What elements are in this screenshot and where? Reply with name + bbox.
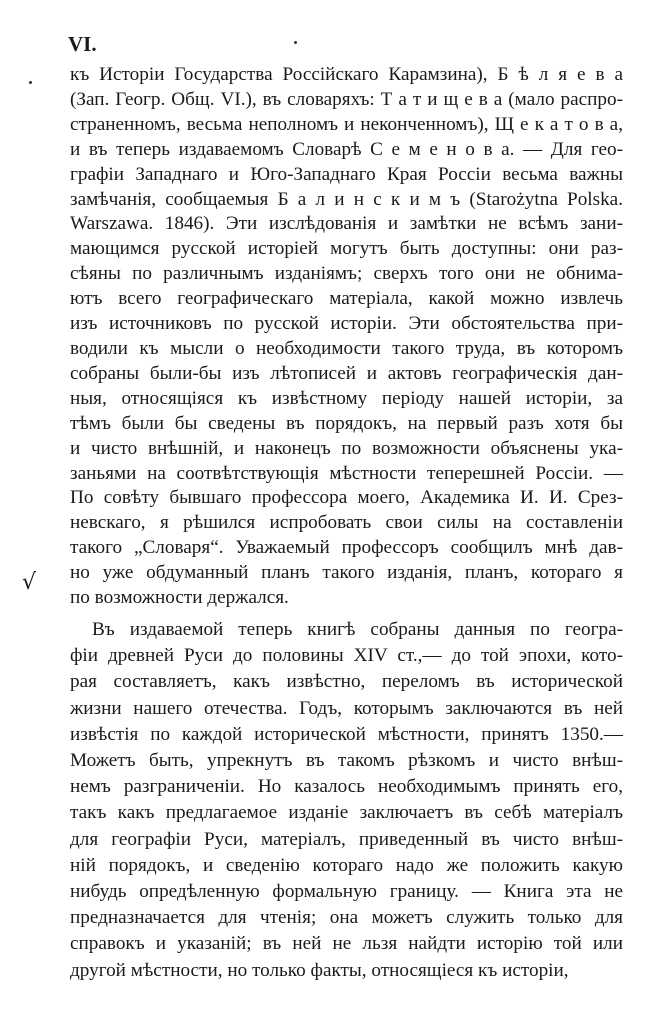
text-line: рая составляетъ, какъ извѣстно, переломъ въ исторической bbox=[70, 671, 623, 693]
paragraph-2 bbox=[70, 617, 623, 984]
text-line: нибудь опредѣленную формальную границу. — Книга эта не bbox=[70, 881, 623, 903]
text-line: ній порядокъ, и сведенію котораго надо же положить какую bbox=[70, 854, 623, 876]
text-line: (Зап. Геогр. Общ. VI.), въ словаряхъ: Т а т и щ е в а (мало распро- bbox=[70, 88, 623, 110]
text-line: другой мѣстности, но только факты, относящіеся къ исторіи, bbox=[70, 959, 569, 981]
text-line: мающимся русской исторіей могутъ быть доступны: они раз- bbox=[70, 238, 623, 260]
paragraph-1 bbox=[70, 63, 623, 611]
text-line: и въ теперь издаваемомъ Словарѣ С е м е н о в а. — Для гео- bbox=[70, 138, 623, 160]
text-line: невскаго, я рѣшился испробовать свои силы на составленіи bbox=[70, 512, 623, 534]
text-line: и чисто внѣшній, и наконецъ по возможности объяснены ука- bbox=[70, 437, 623, 459]
page-number: VI. bbox=[68, 32, 97, 56]
text-line: водили къ мысли о необходимости такого труда, въ которомъ bbox=[70, 337, 623, 359]
text-line: предназначается для чтенія; она можетъ служить только для bbox=[70, 907, 623, 929]
ink-speck bbox=[29, 81, 32, 84]
text-line: Warszawa. 1846). Эти изслѣдованія и замѣтки не всѣмъ зани- bbox=[70, 213, 623, 235]
text-line: по возможности держался. bbox=[70, 587, 289, 609]
text-line: но уже обдуманный планъ такого изданія, планъ, котораго я bbox=[70, 562, 623, 584]
text-line: замѣчанія, сообщаемыя Б а л и н с к и м ъ (Starożytna Polska. bbox=[70, 188, 623, 210]
text-line: изъ источниковъ по русской исторіи. Эти обстоятельства при- bbox=[70, 313, 623, 335]
text-line: жизни нашего отечества. Годъ, которымъ заключаются въ ней bbox=[70, 697, 623, 719]
text-line: собраны были-бы изъ лѣтописей и актовъ географическія дан- bbox=[70, 362, 623, 384]
text-line: для географіи Руси, матеріалъ, приведенный въ чисто внѣш- bbox=[70, 828, 623, 850]
text-line: Можетъ быть, упрекнутъ въ такомъ рѣзкомъ и чисто внѣш- bbox=[70, 750, 623, 772]
text-line: страненномъ, весьма неполномъ и неконченномъ), Щ е к а т о в а, bbox=[70, 113, 623, 135]
text-line: къ Исторіи Государства Россійскаго Карамзина), Б ѣ л я е в а bbox=[70, 64, 623, 85]
text-line: графіи Западнаго и Юго-Западнаго Края Россіи весьма важны bbox=[70, 163, 623, 185]
text-line: сѣяны по различнымъ изданіямъ; сверхъ того они не обнима- bbox=[70, 263, 623, 285]
text-line: извѣстія по каждой исторической мѣстности, принятъ 1350.— bbox=[70, 723, 623, 745]
text-line: По совѣту бывшаго профессора моего, Академика И. И. Срез- bbox=[70, 487, 623, 509]
text-line: справокъ и указаній; въ ней не льзя найдти исторію той или bbox=[70, 933, 623, 955]
text-line: ныя, относящіяся къ извѣстному періоду нашей исторіи, за bbox=[70, 387, 623, 409]
text-line: такого „Словаря“. Уважаемый профессоръ сообщилъ мнѣ дав- bbox=[70, 537, 623, 559]
text-line: заньями на соотвѣтствующія мѣстности теперешней Россіи. — bbox=[70, 462, 623, 484]
ink-speck bbox=[294, 41, 297, 44]
text-line: такъ какъ предлагаемое изданіе заключаетъ въ себѣ матеріалъ bbox=[70, 802, 623, 824]
margin-check-mark: √ bbox=[22, 570, 37, 595]
text-line: Въ издаваемой теперь книгѣ собраны данныя по геогра- bbox=[92, 619, 623, 640]
text-line: немъ разграниченіи. Но казалось необходимымъ принять его, bbox=[70, 776, 623, 798]
text-line: тѣмъ были бы сведены въ порядокъ, на первый разъ хотя бы bbox=[70, 412, 623, 434]
text-line: ютъ всего географическаго матеріала, какой можно извлечь bbox=[70, 288, 623, 310]
text-line: фіи древней Руси до половины XIV ст.,— до той эпохи, кото- bbox=[70, 645, 623, 667]
